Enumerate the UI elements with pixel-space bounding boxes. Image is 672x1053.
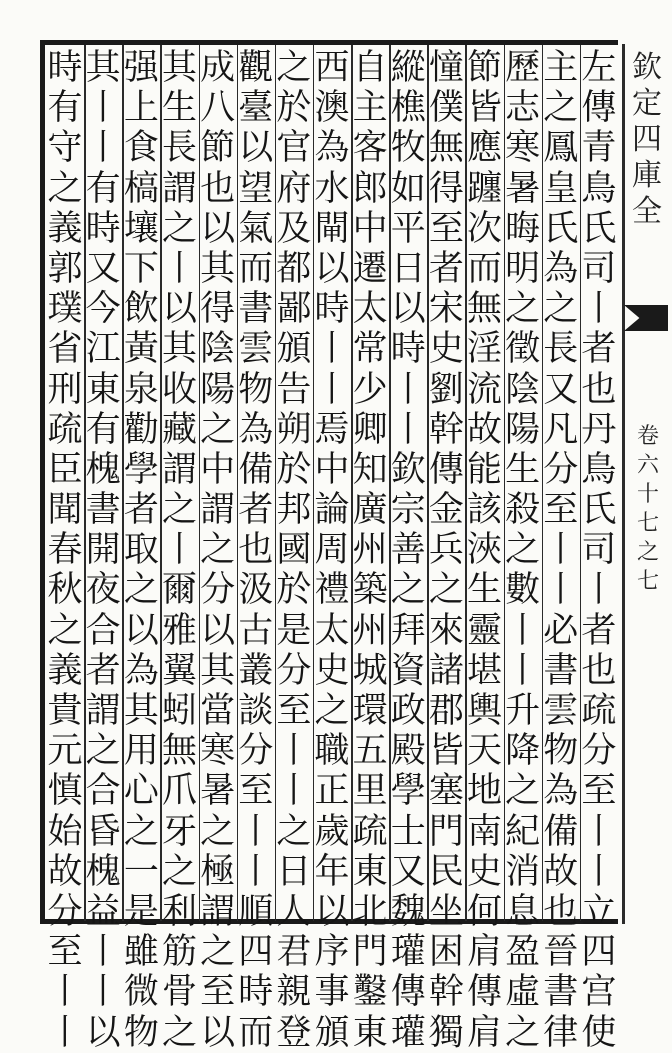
text-column: 歷 志 寒 暑 晦 明 之 徵 陰 陽 生 殺 之 數 丨 丨 升 降 之 紀 消 息 盈 虛 之 <box>505 48 541 1053</box>
text-column: 自 主 客 郎 中 遷 太 常 少 卿 知 廣 州 築 州 城 環 五 里 疏 東 北 門 鑿 東 <box>352 48 388 1053</box>
text-column: 憧 僕 無 得 至 者 宋 史 劉 幹 傳 金 兵 之 來 諸 郡 皆 塞 門 民 坐 困 幹 獨 <box>428 48 464 1053</box>
text-column: 之 於 官 府 及 都 鄙 頒 告 朔 於 邦 國 於 是 分 至 丨 丨 之 日 人 君 親 登 <box>276 48 312 1053</box>
margin-volume-label: 卷 六 十 七 之 七 <box>636 424 659 594</box>
text-column: 其 生 長 謂 之 丨 以 其 收 藏 謂 之 丨 爾 雅 翼 蚓 無 爪 牙 之 利 筋 骨 之 <box>161 48 197 1053</box>
margin-book-title: 欽 定 四 庫 全 <box>632 50 662 229</box>
text-column: 西 澳 為 水 閘 以 時 丨 丨 焉 中 論 周 禮 太 史 之 職 正 歲 年 以 序 事 頒 <box>314 48 350 1053</box>
text-column: 時 有 守 之 義 郭 璞 省 刑 疏 臣 聞 春 秋 之 義 貴 元 慎 始 故 分 至 丨 丨 <box>47 48 83 1053</box>
text-column: 强 上 食 槁 壤 下 飲 黃 泉 勸 學 者 取 之 以 為 其 用 心 之 一 是 雖 微 物 <box>123 48 159 1053</box>
fish-tail-mark <box>624 305 668 331</box>
text-column: 主 之 鳳 皇 氏 為 之 長 又 凡 分 至 丨 丨 必 書 雲 物 為 備 故 也 晉 書 律 <box>543 48 579 1053</box>
text-column: 成 八 節 也 以 其 得 陰 陽 之 中 謂 之 分 以 其 當 寒 暑 之 極 謂 之 至 以 <box>200 48 236 1053</box>
text-column: 其 丨 丨 有 時 又 今 江 東 有 槐 書 開 夜 合 者 謂 之 合 昏 槐 益 丨 丨 以 <box>85 48 121 1053</box>
text-column: 縱 樵 牧 如 平 日 以 時 丨 丨 欽 宗 善 之 拜 資 政 殿 學 士 又 魏 瓘 傳 瓘 <box>390 48 426 1053</box>
text-column: 左 傳 青 鳥 氏 司 丨 者 也 丹 鳥 氏 司 丨 者 也 疏 分 至 丨 丨 立 四 宫 使 <box>581 48 617 1053</box>
text-column: 節 皆 應 躔 次 而 無 淫 流 故 能 該 浹 生 靈 堪 輿 天 地 南 史 何 肩 傳 肩 <box>467 48 503 1053</box>
text-column: 觀 臺 以 望 氣 而 書 雲 物 為 備 者 也 汲 古 叢 談 分 至 丨 丨 順 四 時 而 <box>238 48 274 1053</box>
